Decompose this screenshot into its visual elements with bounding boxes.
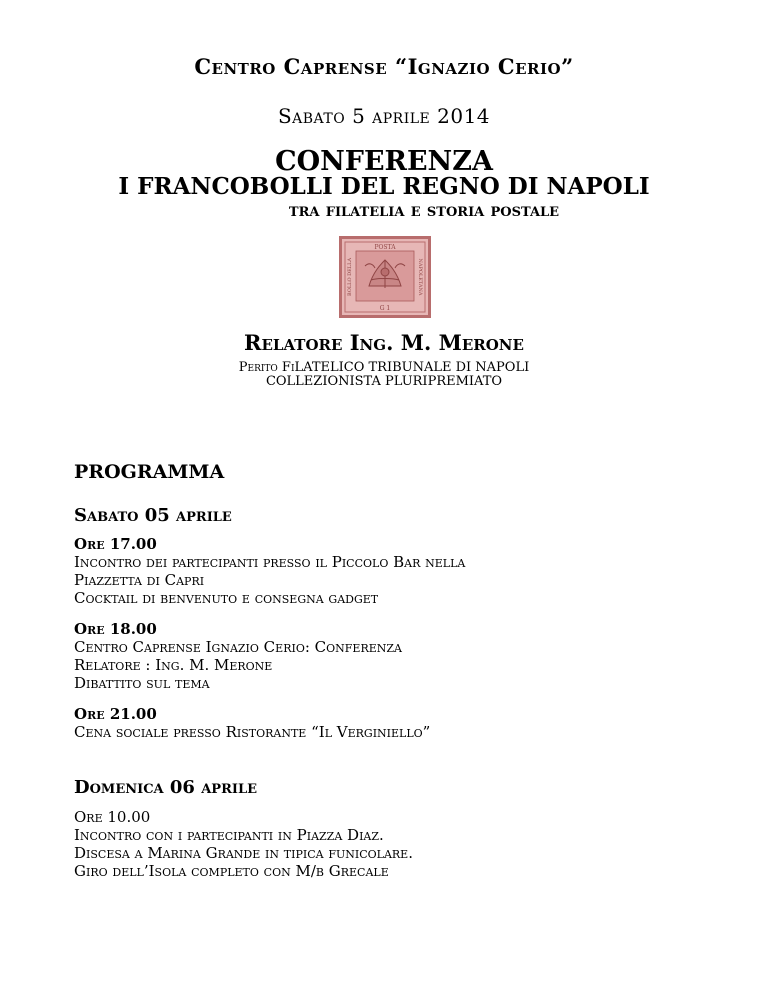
event-time: Ore 21.00 <box>74 705 157 723</box>
day-heading-sunday: Domenica 06 aprile <box>74 777 258 798</box>
programma-heading: PROGRAMMA <box>74 461 225 483</box>
event-block <box>74 705 430 741</box>
event-line: Incontro con i partecipanti in Piazza Diaz. <box>74 826 384 844</box>
conference-title: I FRANCOBOLLI DEL REGNO DI NAPOLI <box>118 173 650 200</box>
speaker-role-1: Perito FiLATELICO TRIBUNALE DI NAPOLI <box>238 360 530 375</box>
naples-stamp-image <box>339 236 431 318</box>
event-line: Cena sociale presso Ristorante “Il Verginiello” <box>74 723 431 741</box>
stamp-text-right: NAPOLETANA <box>417 258 423 296</box>
event-line: Incontro dei partecipanti presso il Piccolo Bar nella <box>74 553 466 571</box>
day-heading-saturday: Sabato 05 aprile <box>74 505 232 526</box>
event-line: Centro Caprense Ignazio Cerio: Conferenza <box>74 638 402 656</box>
event-line: Dibattito sul tema <box>74 674 210 692</box>
organization-title: Centro Caprense “Ignazio Cerio” <box>194 54 574 79</box>
stamp-text-top: POSTA <box>374 244 396 251</box>
conference-subtitle: tra filatelia e storia postale <box>288 200 560 221</box>
event-line: Cocktail di benvenuto e consegna gadget <box>74 589 379 607</box>
event-time: Ore 17.00 <box>74 535 157 553</box>
event-time: Ore 10.00 <box>74 808 151 826</box>
event-block <box>74 535 465 607</box>
event-line: Relatore : Ing. M. Merone <box>74 656 273 674</box>
event-time: Ore 18.00 <box>74 620 157 638</box>
stamp-text-left: BOLLO DELLA <box>347 257 353 297</box>
event-block <box>74 808 413 880</box>
speaker-heading: Relatore Ing. M. Merone <box>244 330 524 355</box>
stamp-text-bottom: G 1 <box>379 305 391 312</box>
event-line: Giro dell’Isola completo con M/b Grecale <box>74 862 389 880</box>
event-line: Piazzetta di Capri <box>74 571 205 589</box>
event-line: Discesa a Marina Grande in tipica funicolare. <box>74 844 413 862</box>
event-type-heading: CONFERENZA <box>275 146 493 177</box>
event-block <box>74 620 402 692</box>
event-date: Sabato 5 aprile 2014 <box>277 104 491 128</box>
speaker-role-2: COLLEZIONISTA PLURIPREMIATO <box>265 374 503 389</box>
